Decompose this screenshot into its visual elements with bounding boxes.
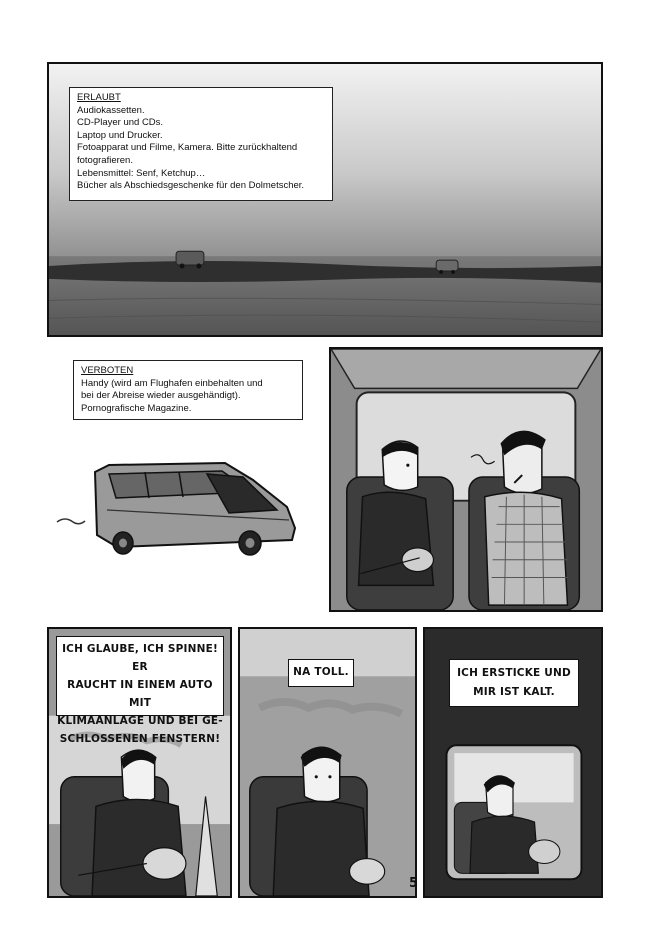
panel-landscape [47,62,603,337]
balloon-line: ICH ERSTICKE UND [457,667,571,679]
caption-line: Pornografische Magazine. [81,402,192,414]
panel-na-toll [238,627,417,898]
caption-line: Bücher als Abschiedsgeschenke für den Dolmetscher. [77,180,305,192]
caption-title: VERBOTEN [81,365,134,376]
caption-line: Audiokassetten. [77,104,145,116]
caption-line: CD-Player und CDs. [77,117,164,129]
panel-man-flowers [47,627,232,898]
balloon-line: ICH GLAUBE, ICH SPINNE! ER [62,643,218,673]
van-illustration [47,350,317,600]
speech-balloon [288,659,354,687]
allowed-items-caption [69,87,333,201]
caption-line: bei der Abreise wieder ausgehändigt). [81,390,241,402]
caption-title: ERLAUBT [77,92,121,103]
speech-balloon [56,636,224,745]
balloon-line: KLIMAANLAGE UND BEI GE- [57,715,223,727]
panel-van [47,350,317,600]
panel-interior-two-men [329,347,603,612]
caption-line: Fotoapparat und Filme, Kamera. Bitte zurückhaltend [77,142,298,154]
balloon-line: SCHLOSSENEN FENSTERN! [59,733,221,745]
caption-line: Lebensmittel: Senf, Ketchup… [77,167,206,179]
balloon-line: MIR IST KALT. [473,686,555,698]
speech-balloon [449,659,579,707]
balloon-line: NA TOLL. [293,666,349,678]
caption-line: Laptop und Drucker. [77,129,163,141]
interior-illustration [331,349,601,610]
page-number: 5 [409,876,419,891]
caption-line: Handy (wird am Flughafen einbehalten und [81,377,263,389]
caption-line: fotografieren. [77,154,133,166]
panel-dark-cold [423,627,603,898]
balloon-line: RAUCHT IN EINEM AUTO MIT [67,679,213,709]
